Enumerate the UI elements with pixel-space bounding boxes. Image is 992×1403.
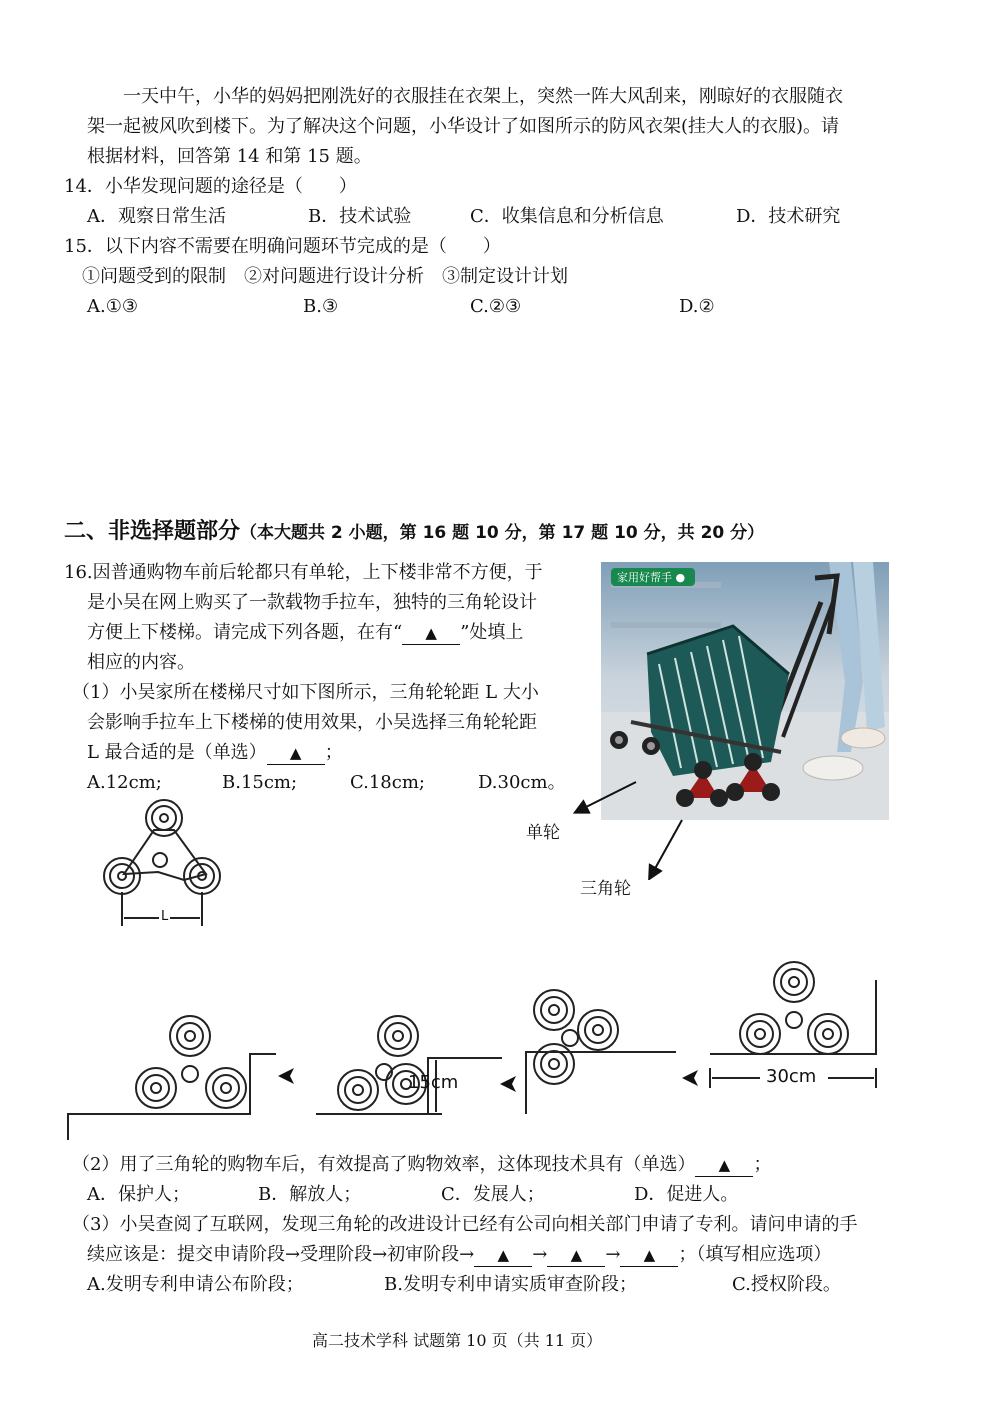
answer-blank-marker: ▲: [402, 622, 460, 645]
q16-p3-option-b[interactable]: B.发明专利申请实质审查阶段；: [384, 1274, 637, 1295]
q16-p2-line1: （2）用了三角轮的购物车后，有效提高了购物效率，这体现技术具有（单选） ▲ ；: [72, 1154, 772, 1175]
q16-p2-option-d[interactable]: D．促进人。: [634, 1184, 739, 1205]
direction-arrow-3: [682, 1070, 698, 1086]
q16-p1-line2: 会影响手拉车上下楼梯的使用效果，小吴选择三角轮轮距: [87, 712, 537, 733]
q16-p3-arrow-2: →: [605, 1244, 621, 1265]
q16-p1-option-d[interactable]: D.30cm。: [478, 772, 566, 793]
page-footer: 高二技术学科 试题第 10 页（共 11 页）: [312, 1331, 603, 1350]
q16-stem-3a: 方便上下楼梯。请完成下列各题，在有“: [87, 622, 403, 643]
q16-stem-4: 相应的内容。: [87, 652, 195, 673]
stair-sequence-diagram: [64, 954, 884, 1150]
q16-p2-answer-blank[interactable]: ▲: [695, 1154, 753, 1177]
q15-option-b[interactable]: B.③: [303, 296, 339, 317]
step-height-label: 15cm: [408, 1072, 459, 1093]
direction-arrow-2: [500, 1076, 516, 1092]
intro-line-2: 架一起被风吹到楼下。为了解决这个问题，小华设计了如图所示的防风衣架(挂大人的衣服)。请: [87, 116, 840, 137]
q16-p3-option-c[interactable]: C.授权阶段。: [732, 1274, 841, 1295]
q16-stem-3: [87, 618, 523, 648]
q16-p3-answer-blank-1[interactable]: ▲: [474, 1244, 532, 1267]
section2-title: 二、非选择题部分: [64, 519, 241, 544]
q15-items: ①问题受到的限制 ②对问题进行设计分析 ③制定设计计划: [82, 266, 568, 287]
section2-heading: [64, 514, 764, 545]
q16-p3-line1: （3）小吴查阅了互联网，发现三角轮的改进设计已经有公司向相关部门申请了专利。请问申请的手: [72, 1214, 858, 1235]
q16-p1-line3-text: L 最合适的是（单选）: [87, 742, 267, 763]
q15-option-a[interactable]: A.①③: [87, 296, 138, 317]
q16-p3-arrow-1: →: [532, 1244, 548, 1265]
q14-option-d[interactable]: D．技术研究: [736, 206, 841, 227]
q16-p2-option-a[interactable]: A．保护人；: [87, 1184, 190, 1205]
tri-wheel-frame-2: [338, 1016, 426, 1110]
section2-note: （本大题共 2 小题，第 16 题 10 分，第 17 题 10 分，共 20 分）: [240, 523, 765, 543]
direction-arrow-1: [278, 1068, 294, 1084]
q16-p1-option-b[interactable]: B.15cm;: [222, 772, 298, 793]
q16-stem-1: 16.因普通购物车前后轮都只有单轮，上下楼非常不方便，于: [64, 562, 543, 583]
q14-option-a[interactable]: A．观察日常生活: [87, 206, 226, 227]
label-single-wheel: 单轮: [526, 823, 560, 843]
q16-p2-option-b[interactable]: B．解放人；: [258, 1184, 362, 1205]
photo-badge: 家用好帮手 ●: [617, 571, 686, 584]
intro-line-1: 一天中午，小华的妈妈把刚洗好的衣服挂在衣架上，突然一阵大风刮来，刚晾好的衣服随衣: [123, 86, 843, 107]
q16-p1-line3: L 最合适的是（单选） ▲ ；: [87, 742, 343, 763]
q14-stem: 14．小华发现问题的途径是（ ）: [64, 176, 357, 197]
q16-p1-option-c[interactable]: C.18cm;: [350, 772, 425, 793]
tri-wheel-frame-4: [740, 962, 848, 1054]
q16-p3-line2: [87, 1240, 831, 1270]
tri-wheel-frame-3: [534, 990, 618, 1084]
q16-p3-line2-text: 续应该是：提交申请阶段→受理阶段→初审阶段→: [87, 1244, 475, 1265]
q16-p3-line2-suffix: ；（填写相应选项）: [678, 1244, 832, 1265]
step-depth-label: 30cm: [766, 1066, 817, 1087]
q14-option-b[interactable]: B．技术试验: [308, 206, 412, 227]
q14-option-c[interactable]: C．收集信息和分析信息: [470, 206, 664, 227]
wheel-distance-label: L: [161, 909, 169, 924]
q16-p1-answer-blank[interactable]: ▲: [267, 742, 325, 765]
q16-stem-2: 是小吴在网上购买了一款载物手拉车，独特的三角轮设计: [87, 592, 537, 613]
q16-p3-answer-blank-2[interactable]: ▲: [547, 1244, 605, 1267]
tri-wheel-frame-1: [136, 1016, 246, 1108]
q15-option-c[interactable]: C.②③: [470, 296, 522, 317]
intro-line-3: 根据材料，回答第 14 和第 15 题。: [87, 146, 372, 167]
q16-p2-option-c[interactable]: C．发展人；: [441, 1184, 545, 1205]
arrow-to-tri-wheel: [652, 820, 682, 874]
q16-p2-line1-text: （2）用了三角轮的购物车后，有效提高了购物效率，这体现技术具有（单选）: [72, 1154, 696, 1175]
label-tri-wheel: 三角轮: [580, 879, 631, 899]
label-arrows: [570, 780, 690, 880]
q16-p1-line1: （1）小吴家所在楼梯尺寸如下图所示，三角轮轮距 L 大小: [72, 682, 539, 703]
q15-stem: 15．以下内容不需要在明确问题环节完成的是（ ）: [64, 236, 501, 257]
arrow-to-single-wheel: [580, 782, 636, 810]
q15-option-d[interactable]: D.②: [679, 296, 715, 317]
q16-stem-3b: ”处填上: [460, 622, 524, 643]
q16-p3-answer-blank-3[interactable]: ▲: [620, 1244, 678, 1267]
q16-p1-option-a[interactable]: A.12cm;: [87, 772, 162, 793]
q16-p3-option-a[interactable]: A.发明专利申请公布阶段；: [87, 1274, 304, 1295]
